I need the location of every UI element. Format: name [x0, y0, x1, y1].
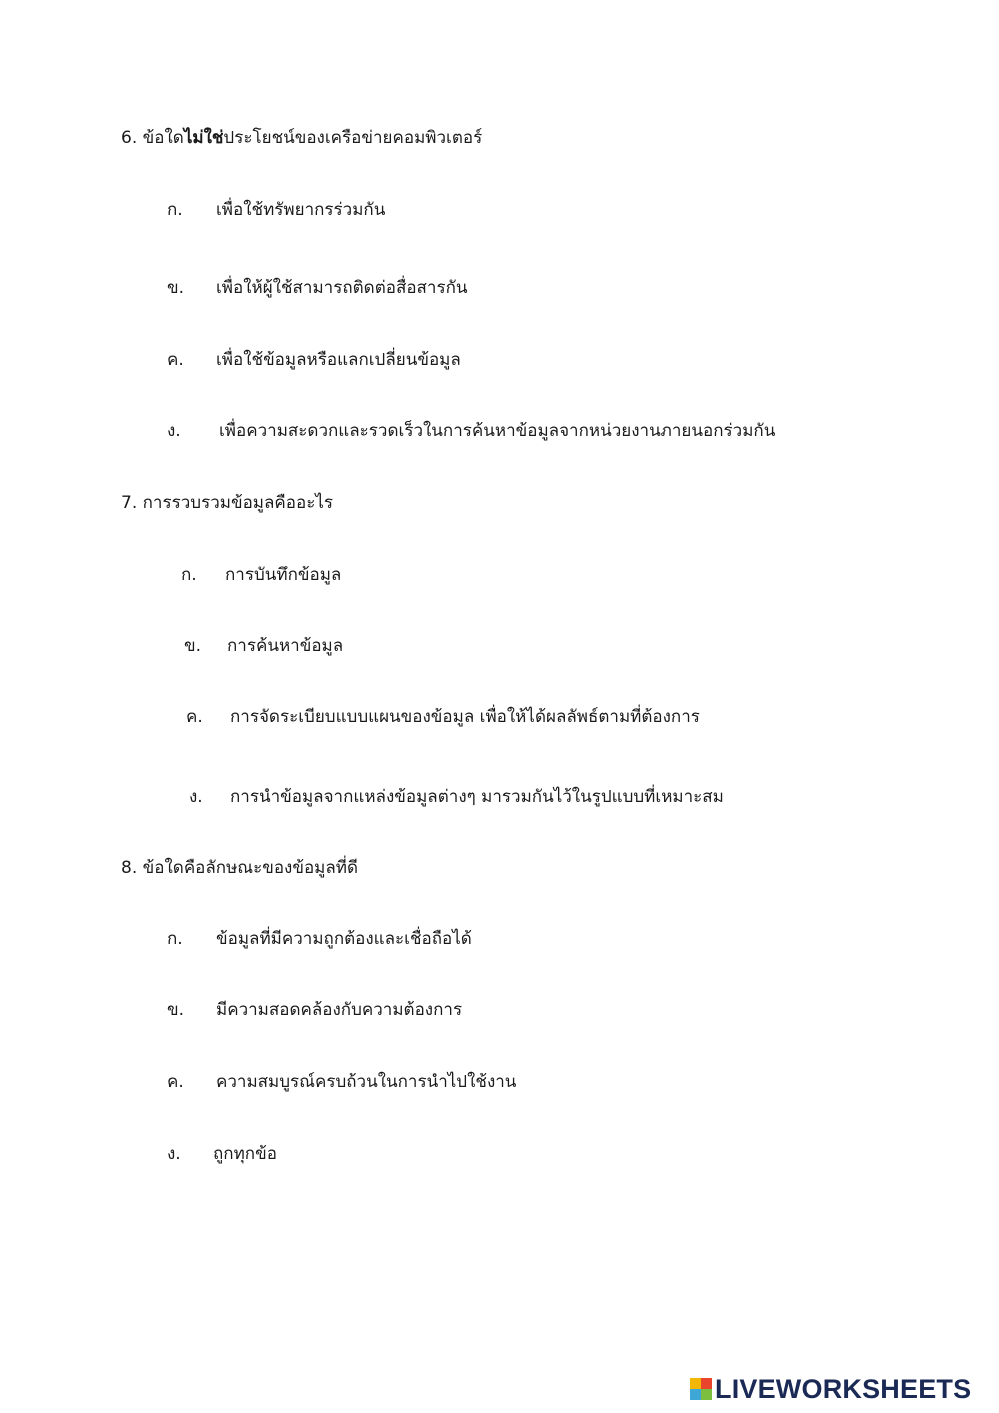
- option-text: การค้นหาข้อมูล: [227, 636, 344, 656]
- option-letter: ข.: [184, 636, 202, 656]
- option-text: เพื่อให้ผู้ใช้สามารถติดต่อสื่อสารกัน: [216, 278, 468, 298]
- option-8-d[interactable]: [167, 1142, 767, 1166]
- option-6-b[interactable]: [167, 276, 767, 300]
- option-7-b[interactable]: [184, 634, 784, 658]
- question-6: [121, 126, 482, 150]
- option-letter: ค.: [167, 350, 184, 370]
- logo-text: LIVEWORKSHEETS: [715, 1374, 972, 1404]
- question-7: [121, 491, 333, 515]
- option-letter: ง.: [167, 421, 181, 441]
- option-8-a[interactable]: [167, 927, 767, 951]
- liveworksheets-logo-icon: [690, 1378, 712, 1400]
- option-letter: ข.: [167, 278, 185, 298]
- question-number: 7.: [121, 493, 138, 513]
- question-text-bold: ไม่ใช่: [183, 128, 224, 148]
- option-text: เพื่อความสะดวกและรวดเร็วในการค้นหาข้อมูลจากหน่วยงานภายนอกร่วมกัน: [219, 421, 776, 441]
- option-6-c[interactable]: [167, 348, 767, 372]
- option-letter: ก.: [167, 929, 183, 949]
- option-letter: ข.: [167, 1000, 185, 1020]
- liveworksheets-logo: [690, 1374, 971, 1404]
- question-text-after: ประโยชน์ของเครือข่ายคอมพิวเตอร์: [223, 128, 483, 148]
- option-7-d[interactable]: [189, 785, 809, 809]
- option-text: เพื่อใช้ทรัพยากรร่วมกัน: [216, 200, 386, 220]
- option-text: ถูกทุกข้อ: [213, 1144, 277, 1164]
- option-text: มีความสอดคล้องกับความต้องการ: [216, 1000, 463, 1020]
- option-8-b[interactable]: [167, 998, 767, 1022]
- option-text: เพื่อใช้ข้อมูลหรือแลกเปลี่ยนข้อมูล: [216, 350, 461, 370]
- option-6-d[interactable]: [167, 419, 867, 443]
- question-number: 8.: [121, 858, 138, 878]
- option-7-a[interactable]: [181, 563, 781, 587]
- question-text-before: ข้อใดคือลักษณะของข้อมูลที่ดี: [142, 858, 359, 878]
- question-number: 6.: [121, 128, 138, 148]
- question-8: [121, 856, 358, 880]
- option-text: ข้อมูลที่มีความถูกต้องและเชื่อถือได้: [216, 929, 472, 949]
- option-letter: ง.: [189, 787, 203, 807]
- option-letter: ก.: [167, 200, 183, 220]
- option-text: การบันทึกข้อมูล: [225, 565, 342, 585]
- option-text: การนำข้อมูลจากแหล่งข้อมูลต่างๆ มารวมกันไว้ในรูปแบบที่เหมาะสม: [230, 787, 724, 807]
- option-6-a[interactable]: [167, 198, 767, 222]
- option-letter: ค.: [186, 707, 203, 727]
- option-letter: ก.: [181, 565, 197, 585]
- option-7-c[interactable]: [186, 705, 806, 729]
- option-letter: ค.: [167, 1072, 184, 1092]
- option-text: การจัดระเบียบแบบแผนของข้อมูล เพื่อให้ได้ผลลัพธ์ตามที่ต้องการ: [230, 707, 700, 727]
- question-text-before: ข้อใด: [142, 128, 184, 148]
- option-text: ความสมบูรณ์ครบถ้วนในการนำไปใช้งาน: [216, 1072, 517, 1092]
- option-letter: ง.: [167, 1144, 181, 1164]
- question-text-before: การรวบรวมข้อมูลคืออะไร: [142, 493, 334, 513]
- option-8-c[interactable]: [167, 1070, 767, 1094]
